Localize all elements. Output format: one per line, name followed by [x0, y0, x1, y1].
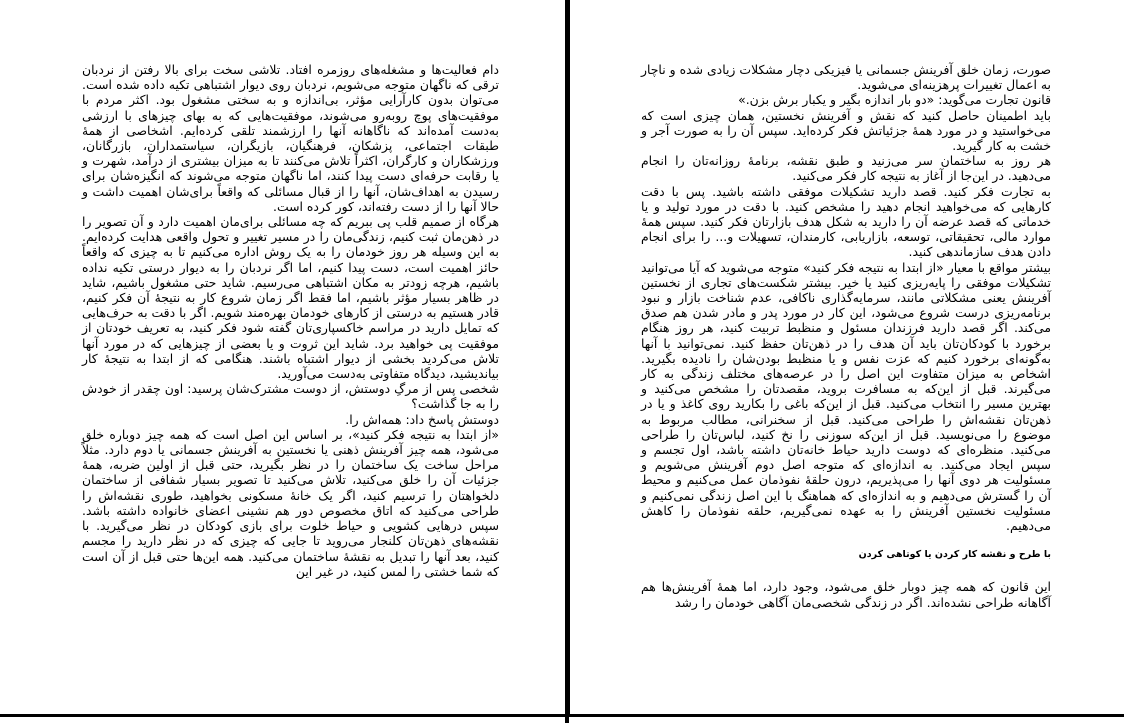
right-paragraph-1: صورت، زمان خلق آفرینش جسمانی یا فیزیکی دچار مشکلات زیادی شده و ناچار به اعمال تغییرات پرهزینه‌ای می‌شوید.	[641, 62, 1051, 93]
right-paragraph-2: قانون تجارت می‌گوید: «دو بار اندازه بگیر و یکبار برش بزن.»	[738, 92, 1051, 108]
right-paragraph-5: به تجارت فکر کنید. قصد دارید تشکیلات موفقی داشته باشید. پس با دقت کارهایی که می‌خواهید انجام دهید را مشخص کنید. با دقت در مورد تولید و یا خدماتی که قصد عرضه آن را دارید به شکل هدف بازارتان فکر کنید. سپس همهٔ موارد مالی، تحقیقاتی، توسعه، بازاریابی، کارمندان، تسهیلات و... را برای انجام دادن هدف سازماندهی کنید.	[641, 183, 1051, 260]
left-paragraph-1: دام فعالیت‌ها و مشغله‌های روزمره افتاد. تلاشی سخت برای بالا رفتن از نردبان ترقی که ناگهان متوجه می‌شویم، نردبان روی دیوار اشتباهی تکیه داده شده است. می‌توان بدون کارآرایی مؤثر، بی‌اندازه و به سختی مشغول بود. اکثر مردم با موفقیت‌های پوچ روبه‌رو می‌شوند، موفقیت‌هایی که به بهای چیزهای با ارزشی به‌دست آمده‌اند که ناگاهانه آنها را ارزشمند تلقی کرده‌ایم. اشخاصی از همهٔ طبقات اجتماعی، پزشکان، فرهنگیان، بازیگران، سیاستمداران، بازرگانان، ورزشکاران و کارگران، اکثراً تلاش می‌کنند تا به میزان بیشتری از درآمد، شهرت و یا رقابت حرفه‌ای دست پیدا کنند، اما ناگهان متوجه می‌شوند که انگیزه‌شان برای رسیدن به اهداف‌شان، آنها را از قبال مسائلی که واقعاً برای‌شان اهمیت داشت و حالا آنها را از دست رفته‌اند، کور کرده است.	[82, 62, 499, 214]
left-paragraph-5: «از ابتدا به نتیجه فکر کنید»، بر اساس این اصل است که همه چیز دوباره خلق می‌شود، همه چیز آفرینش ذهنی یا نخستین به آفرینش جسمانی یا دوم دارد. مثلاً مراحل ساخت یک ساختمان را در نظر بگیرید، حتی قبل از اولین ضربه، همهٔ جزئیات آن را خلق می‌کنید، تلاش می‌کنید تا تصویر بسیار شفافی از ساختمان دلخواهتان را ترسیم کنید، اگر یک خانهٔ مسکونی بخواهید، طوری نقشه‌اش را طراحی می‌کنید که اتاق مخصوص دور هم نشینی اعضای خانواده داشته باشد. سپس درهایی کشویی و حیاط خلوت برای بازی کودکان در نظر می‌گیرید. با نقشه‌های ذهن‌تان کلنجار می‌روید تا جایی که چیزی که در نظر دارید را مجسم کنید، بعد آنها را تبدیل به نقشهٔ ساختمان می‌کنید. همه این‌ها حتی قبل از آن است که شما خشتی را لمس کنید، در غیر این	[82, 426, 499, 579]
right-page	[569, 0, 1124, 717]
left-paragraph-3: شخصی پس از مرگِ دوستش، از دوست مشترک‌شان پرسید: اون چقدر از خودش را به جا گذاشت؟	[82, 381, 499, 412]
left-page	[0, 0, 565, 717]
right-paragraph-3: باید اطمینان حاصل کنید که نقش و آفرینش نخستین، همان چیزی است که می‌خواستید و در مورد همهٔ جزئیاتش فکر کرده‌اید. سپس آن را به صورت آجر و خشت به کار گیرید.	[641, 107, 1051, 154]
section-heading: با طرح و نقشه کار کردن یا کوتاهی کردن	[858, 549, 1051, 561]
left-paragraph-4: دوستش پاسخ داد: همه‌اش را.	[345, 411, 499, 427]
right-paragraph-4: هر روز به ساختمان سر می‌زنید و طبق نقشه، برنامهٔ روزانه‌تان را انجام می‌دهید. در این‌جا از آغاز به نتیجه کار فکر می‌کنید.	[641, 153, 1051, 184]
right-page-text	[641, 62, 1051, 610]
right-paragraph-6: بیشتر مواقع با معیار «از ابتدا به نتیجه فکر کنید» متوجه می‌شوید که آیا می‌توانید تشکیلات موفقی را پایه‌ریزی کنید یا خیر. بیشتر شکست‌های تجاری از نخستین آفرینش یعنی مشکلاتی مانند، سرمایه‌گذاری ناکافی، عدم شناخت بازار و نبود برنامه‌ریزی درست شروع می‌شود، این کار در مورد پدر و مادر شدن هم صدق می‌کند. اگر قصد دارید فرزندان مسئول و منظبط تربیت کنید، هر روز هنگام برخورد با کودکان‌تان باید آن هدف را در ذهن‌تان حفظ کنید. نمی‌توانید با آنها به‌گونه‌ای برخورد کنیم که عزت نفس و یا منظبط بودن‌شان را نادیده بگیرید. اشخاص به میزان متفاوت این اصل را در عرصه‌های مختلف زندگی به کار می‌گیرند. قبل از این‌که به مسافرت بروید، مقصدتان را مشخص می‌کنید و بهترین مسیر را انتخاب می‌کنید. قبل از این‌که باغی را بکارید روی کاغذ و یا در ذهن‌تان نقشه‌اش را طراحی می‌کنید. قبل از سخنرانی، مطالب مربوط به موضوع را می‌نویسید. قبل از این‌که سوزنی را نخ کنید، لباس‌تان را طراحی می‌کنید. منظره‌ای که دوست دارید حیاط خانه‌تان داشته باشد، اول تجسم و سپس ایجاد می‌کنید. به اندازه‌ای که متوجه اصل دوم آفرینش می‌شویم و مسئولیت هر دوی آنها را می‌پذیریم، درون حلقهٔ نفوذمان عمل می‌کنیم و محیط آن را گسترش می‌دهیم و به اندازه‌ای که هماهنگ با این اصل زندگی نمی‌کنیم و مسئولیت نخستین آفرینش را به عهده نمی‌گیریم، حلقه نفوذمان را کاهش می‌دهیم.	[641, 259, 1051, 534]
left-paragraph-2: هرگاه از صمیم قلب پی ببریم که چه مسائلی برای‌مان اهمیت دارد و آن تصویر را در ذهن‌مان ثبت کنیم، زندگی‌مان را در مسیر تغییر و تحول واقعی هدایت کرده‌ایم. به این وسیله هر روز خودمان را به یک روش اداره می‌کنیم تا به چیزی که واقعاً حائز اهمیت است، دست پیدا کنیم، اما اگر نردبان را به دیوار درستی تکیه نداده باشیم، هرچه زودتر به مکان اشتباهی می‌رسیم. شاید حتی مشغول باشیم، شاید در ظاهر بسیار مؤثر باشیم، اما فقط اگر زمان شروع کار به نتیجهٔ آن فکر کنیم، قادر هستیم به درستی از کارهای خودمان بهره‌مند شویم. اگر با دقت به حرف‌هایی که تمایل دارید در مراسم خاکسپاری‌تان گفته شود فکر کنید، به تعریف خودتان از موفقیت پی خواهید برد. شاید این ثروت و یا بعضی از چیزهایی که در مورد آنها تلاش می‌کردید بخشی از دیوار اشتباه باشند. هنگامی که از ابتدا به نتیجهٔ کار بیاندیشید، دیدگاه متفاوتی به‌دست می‌آورید.	[82, 214, 499, 382]
left-page-text	[82, 62, 499, 579]
right-paragraph-7: این قانون که همه چیز دوبار خلق می‌شود، وجود دارد، اما همهٔ آفرینش‌ها هم آگاهانه طراحی نشده‌اند. اگر در زندگی شخصی‌مان آگاهی خودمان را رشد	[641, 579, 1051, 610]
